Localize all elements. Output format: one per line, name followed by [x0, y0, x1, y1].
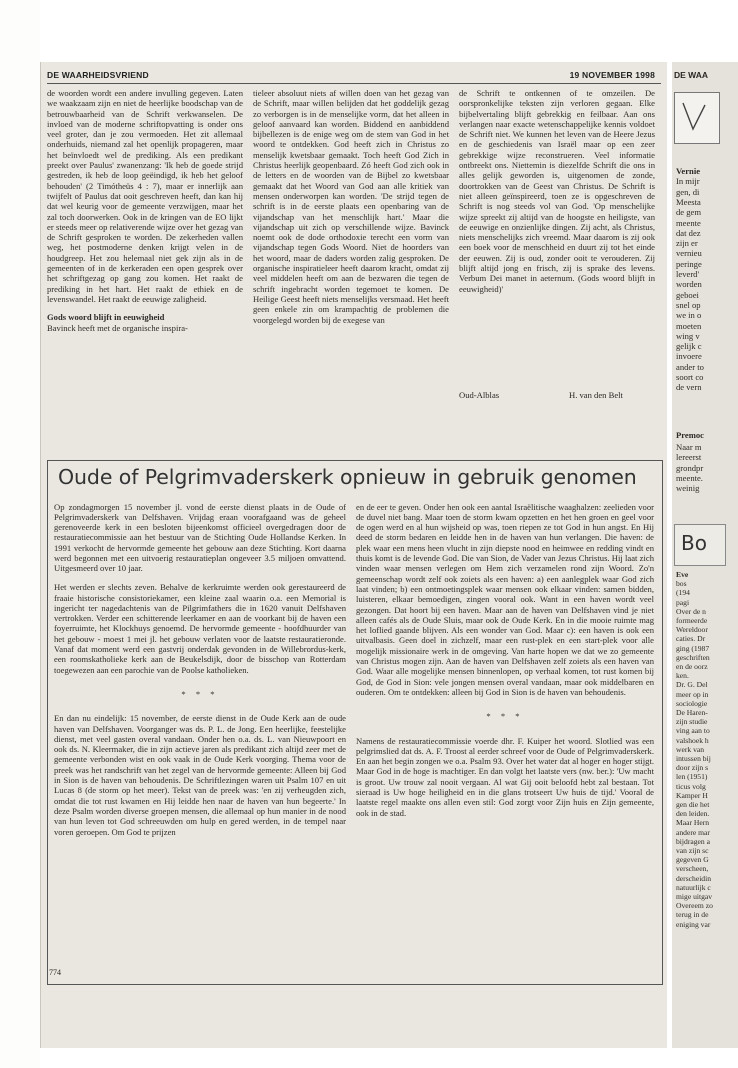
adjacent-text-line: van zijn sc [676, 846, 709, 855]
adjacent-text-line: moeten [676, 320, 702, 331]
signature-place: Oud-Alblas [459, 390, 500, 400]
article-column-left [54, 493, 346, 845]
adjacent-text-line: caties. Dr [676, 634, 706, 644]
adjacent-text-line: ving aan to [676, 726, 710, 736]
adjacent-text-line: andere mar [676, 827, 710, 837]
adjacent-header: DE WAA [674, 70, 708, 80]
adjacent-text-line: invoere [676, 351, 702, 362]
adjacent-box-title: Bo [681, 531, 707, 555]
adjacent-text-line: de vern [676, 382, 702, 393]
adjacent-text-line: ging (1987 [676, 643, 710, 653]
paragraph: Het werden er slechts zeven. Behalve de kerkruimte werden ook gerestaureerd de fraaie historische consistoriekamer, een kleine zaal waarin o.a. een Memorial is ingericht ter nagedachtenis van de Pilgrimfathers die in 1620 vanuit Delfshaven vertrokken. Verder een schitterende leerkamer en aan de voorkant bij de haven een foyerruimte, het Klockhuys genoemd. De hervormde gemeente - hoofdhuurder van het gebouw - moest 1 mei jl. het gebouw verlaten voor de laatste restauratieronde. Vanaf dat moment werd een gastvrij onderdak gevonden in de Willebrordus-kerk, een roomskatholieke kerk aan de Beukelsdijk, door de bisschop van Rotterdam toegewezen aan een parochie van de Poolse katholieken. [54, 582, 346, 675]
section-break: * * * [181, 688, 219, 699]
subheading: Gods woord blijft in eeuwigheid [47, 312, 165, 323]
adjacent-text-line: geschriften [676, 652, 710, 662]
adjacent-text-line: Maar Hern [676, 818, 710, 828]
adjacent-text-line: Dr. G. Del [676, 680, 708, 690]
column-text: tieleer absoluut niets af willen doen van het gezag van de Schrift, maar willen belijden dat het goddelijk gezag zo verborgen is in de menselijke vorm, dat het alleen in geloof aanvaard kan worden. Biddend en aanbiddend bijbellezen is de enige weg om de stem van God in het woord te ontdekken. God heeft zich in Christus zo menselijk kwetsbaar gemaakt. Toch heeft God Zich in Christus heerlijk geopenbaard. Zó heeft God zich ook in de letters en de woorden van de Bijbel zo kwetsbaar gemaakt dat het Woord van God aan alle kritiek van mensen onderworpen kan worden. 'De strijd tegen de schrift is in de eerste plaats een openbaring van de vijandschap van het menschlijk hart.' Maar die vijandschap uit zich op verschillende wijze. Bavinck noemt ook de dode orthodoxie terecht een vorm van vijandschap tegen Gods Woord. Niet de hoorders van het woord, maar de daders worden zalig gesproken. De organische inspiratieleer heeft daarom kracht, omdat zij veel middelen heeft om aan de bezwaren die tegen de schrift ingebracht worden tegemoet te komen. De Heilige Geest heeft niets menselijks versmaad. Het heeft geen enkele zin om krampachtig de problemen die voorgelegd worden bij de exegese van [253, 88, 449, 325]
adjacent-text-line: terug in de [676, 910, 709, 920]
adjacent-text-line: formeerde [676, 616, 708, 625]
top-column-2 [253, 88, 449, 325]
adjacent-text-line: Overeem zo [676, 901, 713, 911]
adjacent-text-line: vernieu [676, 248, 702, 259]
column-text: de woorden wordt een andere invulling gegeven. Laten we waakzaam zijn en niet de heerlijke boodschap van de betrouwbaarheid van de Schrift verkwanselen. De invloed van de moderne schriftopvatting is onder ons veel groter, dan je zou vermoeden. Het zit allemaal onderhuids, niemand zal het openlijk propageren, maar het beïnvloedt wel de prediking. Als een predikant preekt over Paulus' zwanenzang: 'Ik heb de goede strijd gestreden, ik heb de loop geëindigd, ik heb het geloof behouden' (2 Timótheüs 4 : 7), maar er innerlijk aan twijfelt of Paulus dat ooit geschreven heeft, dan kan hij dat wel keurig voor de gemeente verzwijgen, maar het zal toch doorwerken. Ook in de kringen van de EO lijkt er steeds meer op relativerende wijze over het gezag van de Schrift gesproken te worden. De zekerheden vallen weg, het postmoderne denken krijgt velen in de houdgreep. Het zou helemaal niet gek zijn als in de gemeenten of in de kerkeraden een open gesprek over het schriftgezag op gang zou komen. Het raakt de prediking in het hart. Het raakt de ethiek en de levenswandel. Het raakt de eeuwige zaligheid. [47, 88, 243, 304]
adjacent-text-line: weinig [676, 483, 700, 494]
adjacent-text-line: dat dez [676, 227, 701, 238]
adjacent-text-line: bijdragen a [676, 836, 710, 846]
page-number: 774 [49, 968, 61, 977]
adjacent-text-line: mige uitgav [676, 892, 713, 901]
adjacent-logo [674, 92, 720, 144]
adjacent-text-line: Meesta [676, 196, 701, 207]
running-header-date: 19 NOVEMBER 1998 [569, 70, 655, 80]
header-rule [47, 83, 661, 84]
adjacent-text-line: De Haren- [676, 708, 708, 717]
adjacent-text-line: Vernie [676, 166, 701, 176]
adjacent-box [674, 524, 726, 566]
adjacent-text-line: peringe [676, 258, 702, 269]
adjacent-text-line: bos [676, 579, 687, 589]
article-box [47, 460, 663, 985]
adjacent-text-line: zijn studie [676, 717, 708, 727]
adjacent-text-line: valshoek h [676, 735, 709, 745]
adjacent-text-line: werk van [676, 744, 705, 754]
column-text: de Schrift te ontkennen of te omzeilen. De oorspronkelijke teksten zijn verloren gegaan. Elke bijbelvertaling blijft gebrekkig en feilbaar. Aan ons verlangen naar exacte wetenschappelijke kennis voldoet de Schrift niet. We kunnen het leven van de Heere Jezus en de geschiedenis van Israël maar op een zeer gebrekkige wijze reconstrueren. Veel informatie ontbreekt ons. Niettemin is diezelfde Schrift die ons in alles gelijk geworden is, uitgenomen de zonde, doortrokken van de Geest van Christus. De Schrift is niet alleen geïnspireerd, toen ze is opgeschreven de Schrift is nog steeds vol van God. 'Op menschelijke wijze spreekt zij altijd van de hoogste en heiligste, van de eeuwige en onzienlijke dingen. Zij acht, als Christus, niets menschelijks zich vreemd. Maar daarom is zij ook een boek voor de menschheid en duurt zij tot het einde der eeuwen. Zij is oud, zonder ooit te verouderen. Zij blijft altijd jong en frisch, zij is sprake des levens. Verbum Dei manet in aeternum. (Gods woord blijft in eeuwigheid)' [459, 88, 655, 294]
adjacent-text-line: meer op in [676, 689, 709, 699]
paragraph: en de eer te geven. Onder hen ook een aantal Israëlitische waaghalzen: zeelieden voor de duvel niet bang. Maar toen de storm kwam opzetten en het hen groen en geel voor de ogen werd en al hun wijsheid op was, toen riepen ze tot God in hun angst. En Hij deed de storm bedaren en leidde hen in de haven van hun verlangen. Die haven: de plek waar een mens heen vlucht in zijn diepste nood en heimwee en redding vindt en thuis komt is de levende God. Die van Sion, de Vader van Jezus Christus. Hij laat zich vinden waar mensen verlegen om Hem zich verzamelen rond zijn Woord. Zo'n gemeenschap wordt zelf ook zoiets als een haven: a) een aanlegplek waar God zich laat vinden; b) een ontmoetingsplek waar mensen ook elkaar vinden: samen bidden, luisteren, elkaar bemoedigen, zingen vooral ook. Want in een haven wordt veel gezongen. Dat hoort bij een haven. Maar aan de haven van Delfshaven vind je niet alleen cafés als de Oude Sluis, maar ook de Oude Kerk. En in die mooie ruimte mag het loflied gaande blijven. Als een wonder van God. Maar c): een haven is ook een uitvalbasis. Geen doel in zichzelf, maar een rust-plek en een start-plek voor alle mogelijk missionaire werk in de omgeving. Van harte hopen we dat we zo gemeente van Christus mogen zijn. Aan de haven van Delfshaven zelf zoiets als een haven van God. Waar alle mogelijke mensen binnenlopen, op verhaal komen, tot rust komen bij God, de God in Sion: vele jongen mensen overal vandaan, maar ook middelbaren en ouderen. Om te ontdekken: alleen bij God in Sion is de haven van behoudenis. [356, 501, 654, 697]
adjacent-text-line: gen die het [676, 800, 710, 809]
article-column-right [356, 493, 654, 827]
adjacent-text-line: intussen bij [676, 754, 711, 763]
adjacent-text-line: gelijk c [676, 341, 702, 352]
adjacent-text-line: pagi [676, 597, 690, 607]
adjacent-text-line: verscheen, [676, 864, 709, 874]
article-title: Oude of Pelgrimvaderskerk opnieuw in gebruik genomen [58, 465, 637, 489]
paragraph: En dan nu eindelijk: 15 november, de eerste dienst in de Oude Kerk aan de oude haven van Delfshaven. Voorganger was ds. P. L. de Jong. Een heerlijke, feestelijke dienst, met veel gasten overal vandaan. Onder hen o.a. ds. L. van Nieuwpoort en ook ds. N. Kleermaker, die in zijn actieve jaren als predikant zich altijd zeer met de gemeente verbonden wist en ook vaak in de Oude Kerk voorging. Thema voor de preek was het randschrift van het zegel van de hervormde gemeente: Alleen bij God in Sion is de haven van behoudenis. De Schriftlezingen waren uit Psalm 107 en uit Lucas 8 (de storm op het meer). Tekst van de preek was: 'en zij verheugden zich, omdat die tot rust kwamen en Hij leidde hen naar de haven van hun begeerte.' In deze Psalm worden diverse groepen mensen, die allemaal op hun manier in de nood van hun leven tot God schreeuwden om hulp en gered werden, in de tempel naar voren geroepen. Om God te prijzen [54, 713, 346, 837]
page-gutter [0, 0, 40, 1068]
section-break: * * * [486, 711, 524, 722]
adjacent-text-line: In mijr [676, 176, 700, 187]
newspaper-page [40, 62, 667, 1048]
adjacent-text-line: lereerst [676, 452, 702, 463]
adjacent-text-line: geboei [676, 289, 699, 300]
adjacent-text-line: eniging var [676, 919, 711, 929]
adjacent-text-line: Eve [676, 570, 689, 579]
adjacent-text-line: ander to [676, 361, 704, 372]
adjacent-text-line: worden [676, 279, 702, 290]
adjacent-text-line: Kamper H [676, 790, 708, 800]
adjacent-text-line: zijn er [676, 238, 698, 249]
adjacent-text-line: Over de n [676, 606, 706, 616]
adjacent-text-line: en de oorz [676, 662, 708, 671]
adjacent-text-line: grondpr [676, 462, 704, 473]
adjacent-text-line: door zijn s [676, 763, 709, 773]
top-column-3 [459, 88, 655, 294]
adjacent-text-line: ken. [676, 671, 689, 681]
top-column-1 [47, 88, 243, 333]
adjacent-text-line: wing v [676, 330, 700, 341]
adjacent-text-line: we in o [676, 310, 702, 321]
running-header-left: DE WAARHEIDSVRIEND [47, 70, 149, 80]
adjacent-text-line: snel op [676, 299, 701, 310]
adjacent-page [672, 62, 738, 1048]
adjacent-text-line: len (1951) [676, 772, 708, 782]
adjacent-text-line: soort co [676, 372, 704, 382]
adjacent-text-line: meente [676, 217, 701, 228]
paragraph: Namens de restauratiecommissie voerde dhr. F. Kuiper het woord. Slotlied was een pelgrimslied dat ds. A. F. Troost al eerder schreef voor de Oude of Pelgrimvaderskerk. En aan het begin zongen we o.a. Psalm 93. Over het water dat al hoger en hoger stijgt. Maar God in de hoge is machtiger. En dan volgt het laatste vers (nw. ber.): 'Uw macht is groot. Uw trouw zal nooit vergaan. Al wat Gij ooit beloofd hebt zal bestaan. Tot sieraad is Uw hoge heiligheid en in die glans trotseert Uw huis de tijd.' Vooral de laatste regel maakte ons allen even stil: God zorgt voor Zijn huis en Zijn gemeente, ook in de stad. [356, 735, 654, 818]
adjacent-subheading: Premoc [676, 430, 704, 440]
adjacent-text-line: derscheidin [676, 873, 712, 883]
paragraph: Op zondagmorgen 15 november jl. vond de eerste dienst plaats in de Oude of Pelgrimvaderskerk van Delfshaven. Vrijdag eraan voorafgaand was de geheel gerenoveerde kerk in een besloten bijeenkomst officieel overgedragen door de restauratiecommissie aan het bestuur van de Stichting Oude Hollandse Kerken. In 1991 verkocht de hervormde gemeente het gebouw aan deze Stichting. Kort daarna werd begonnen met een uitvoerig restauratieplan ongeveer 3.5 miljoen omvattend. Uitgesmeerd over 10 jaar. [54, 501, 346, 574]
adjacent-text-line: sociologie [676, 698, 708, 708]
adjacent-text-line: natuurlijk c [676, 882, 711, 892]
adjacent-text-line: Naar m [676, 442, 702, 452]
adjacent-text-line: de gem [676, 207, 702, 218]
adjacent-text-line: gegeven G [676, 855, 709, 865]
adjacent-text-line: ticus volg [676, 781, 706, 791]
adjacent-text-line: meente. [676, 472, 703, 483]
adjacent-text-line: Wereldoor [676, 625, 708, 635]
adjacent-text-line: leverd' [676, 269, 700, 279]
signature-author: H. van den Belt [569, 390, 623, 400]
logo-mark-icon [675, 93, 719, 143]
adjacent-text-line: gen, di [676, 186, 700, 197]
column-text: Bavinck heeft met de organische inspira- [47, 322, 188, 333]
adjacent-text-line: den leiden. [676, 809, 710, 819]
adjacent-text-line: (194 [676, 588, 690, 598]
